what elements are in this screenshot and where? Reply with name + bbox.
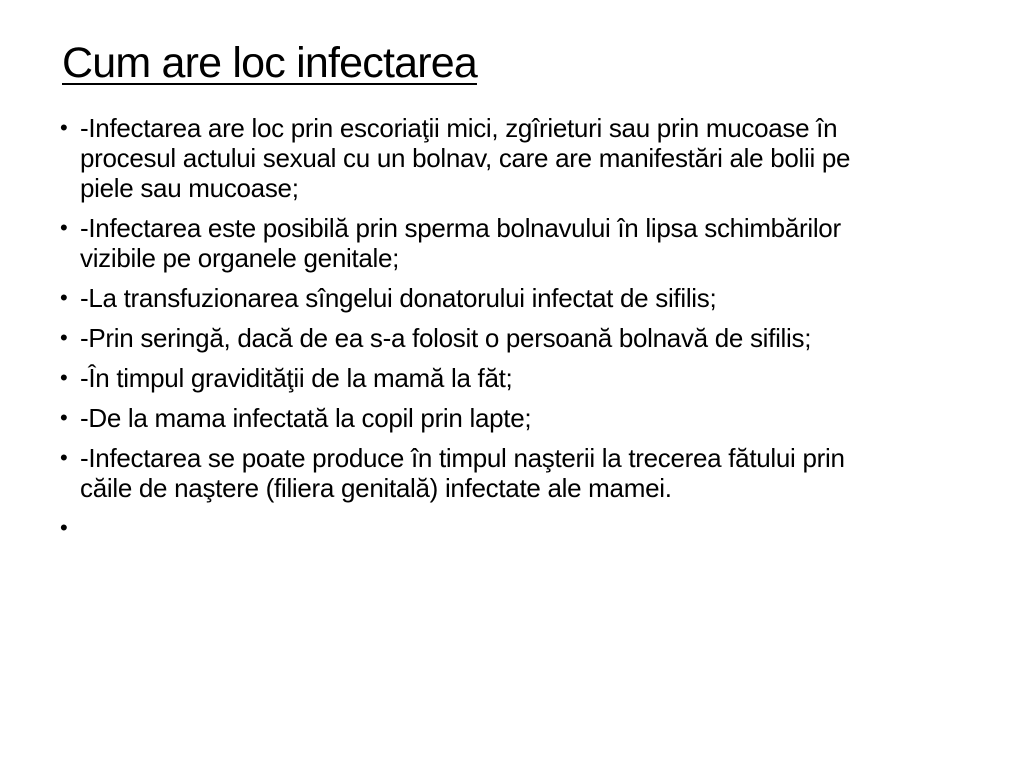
bullet-dot-icon: •: [60, 515, 68, 540]
bullet-item: [60, 443, 890, 503]
bullet-dot-icon: •: [60, 285, 68, 310]
bullet-dot-icon: •: [60, 115, 68, 140]
bullet-text: -Infectarea se poate produce în timpul naşterii la trecerea fătului prin căile de naştere (filiera genitală) infectate ale mamei.: [80, 443, 845, 503]
bullet-text: -De la mama infectată la copil prin lapte;: [80, 403, 532, 433]
bullet-dot-icon: •: [60, 325, 68, 350]
slide-title: Cum are loc infectarea: [62, 39, 477, 87]
bullet-text: -Prin seringă, dacă de ea s-a folosit o persoană bolnavă de sifilis;: [80, 323, 812, 353]
bullet-text: -Infectarea are loc prin escoriaţii mici, zgîrieturi sau prin mucoase în procesul actului sexual cu un bolnav, care are manifestări ale bolii pe piele sau mucoase;: [80, 113, 851, 203]
bullet-list: [60, 113, 890, 540]
bullet-item: [60, 403, 890, 433]
bullet-item: [60, 113, 890, 203]
bullet-dot-icon: •: [60, 215, 68, 240]
bullet-text: -În timpul gravidităţii de la mamă la făt;: [80, 363, 513, 393]
bullet-item: [60, 363, 890, 393]
bullet-item: [60, 283, 890, 313]
bullet-dot-icon: •: [60, 365, 68, 390]
bullet-text: -Infectarea este posibilă prin sperma bolnavului în lipsa schimbărilor vizibile pe organele genitale;: [80, 213, 841, 273]
bullet-dot-icon: •: [60, 445, 68, 470]
bullet-item: [60, 323, 890, 353]
bullet-text: -La transfuzionarea sîngelui donatorului infectat de sifilis;: [80, 283, 717, 313]
bullet-item: [60, 213, 890, 273]
bullet-dot-icon: •: [60, 405, 68, 430]
